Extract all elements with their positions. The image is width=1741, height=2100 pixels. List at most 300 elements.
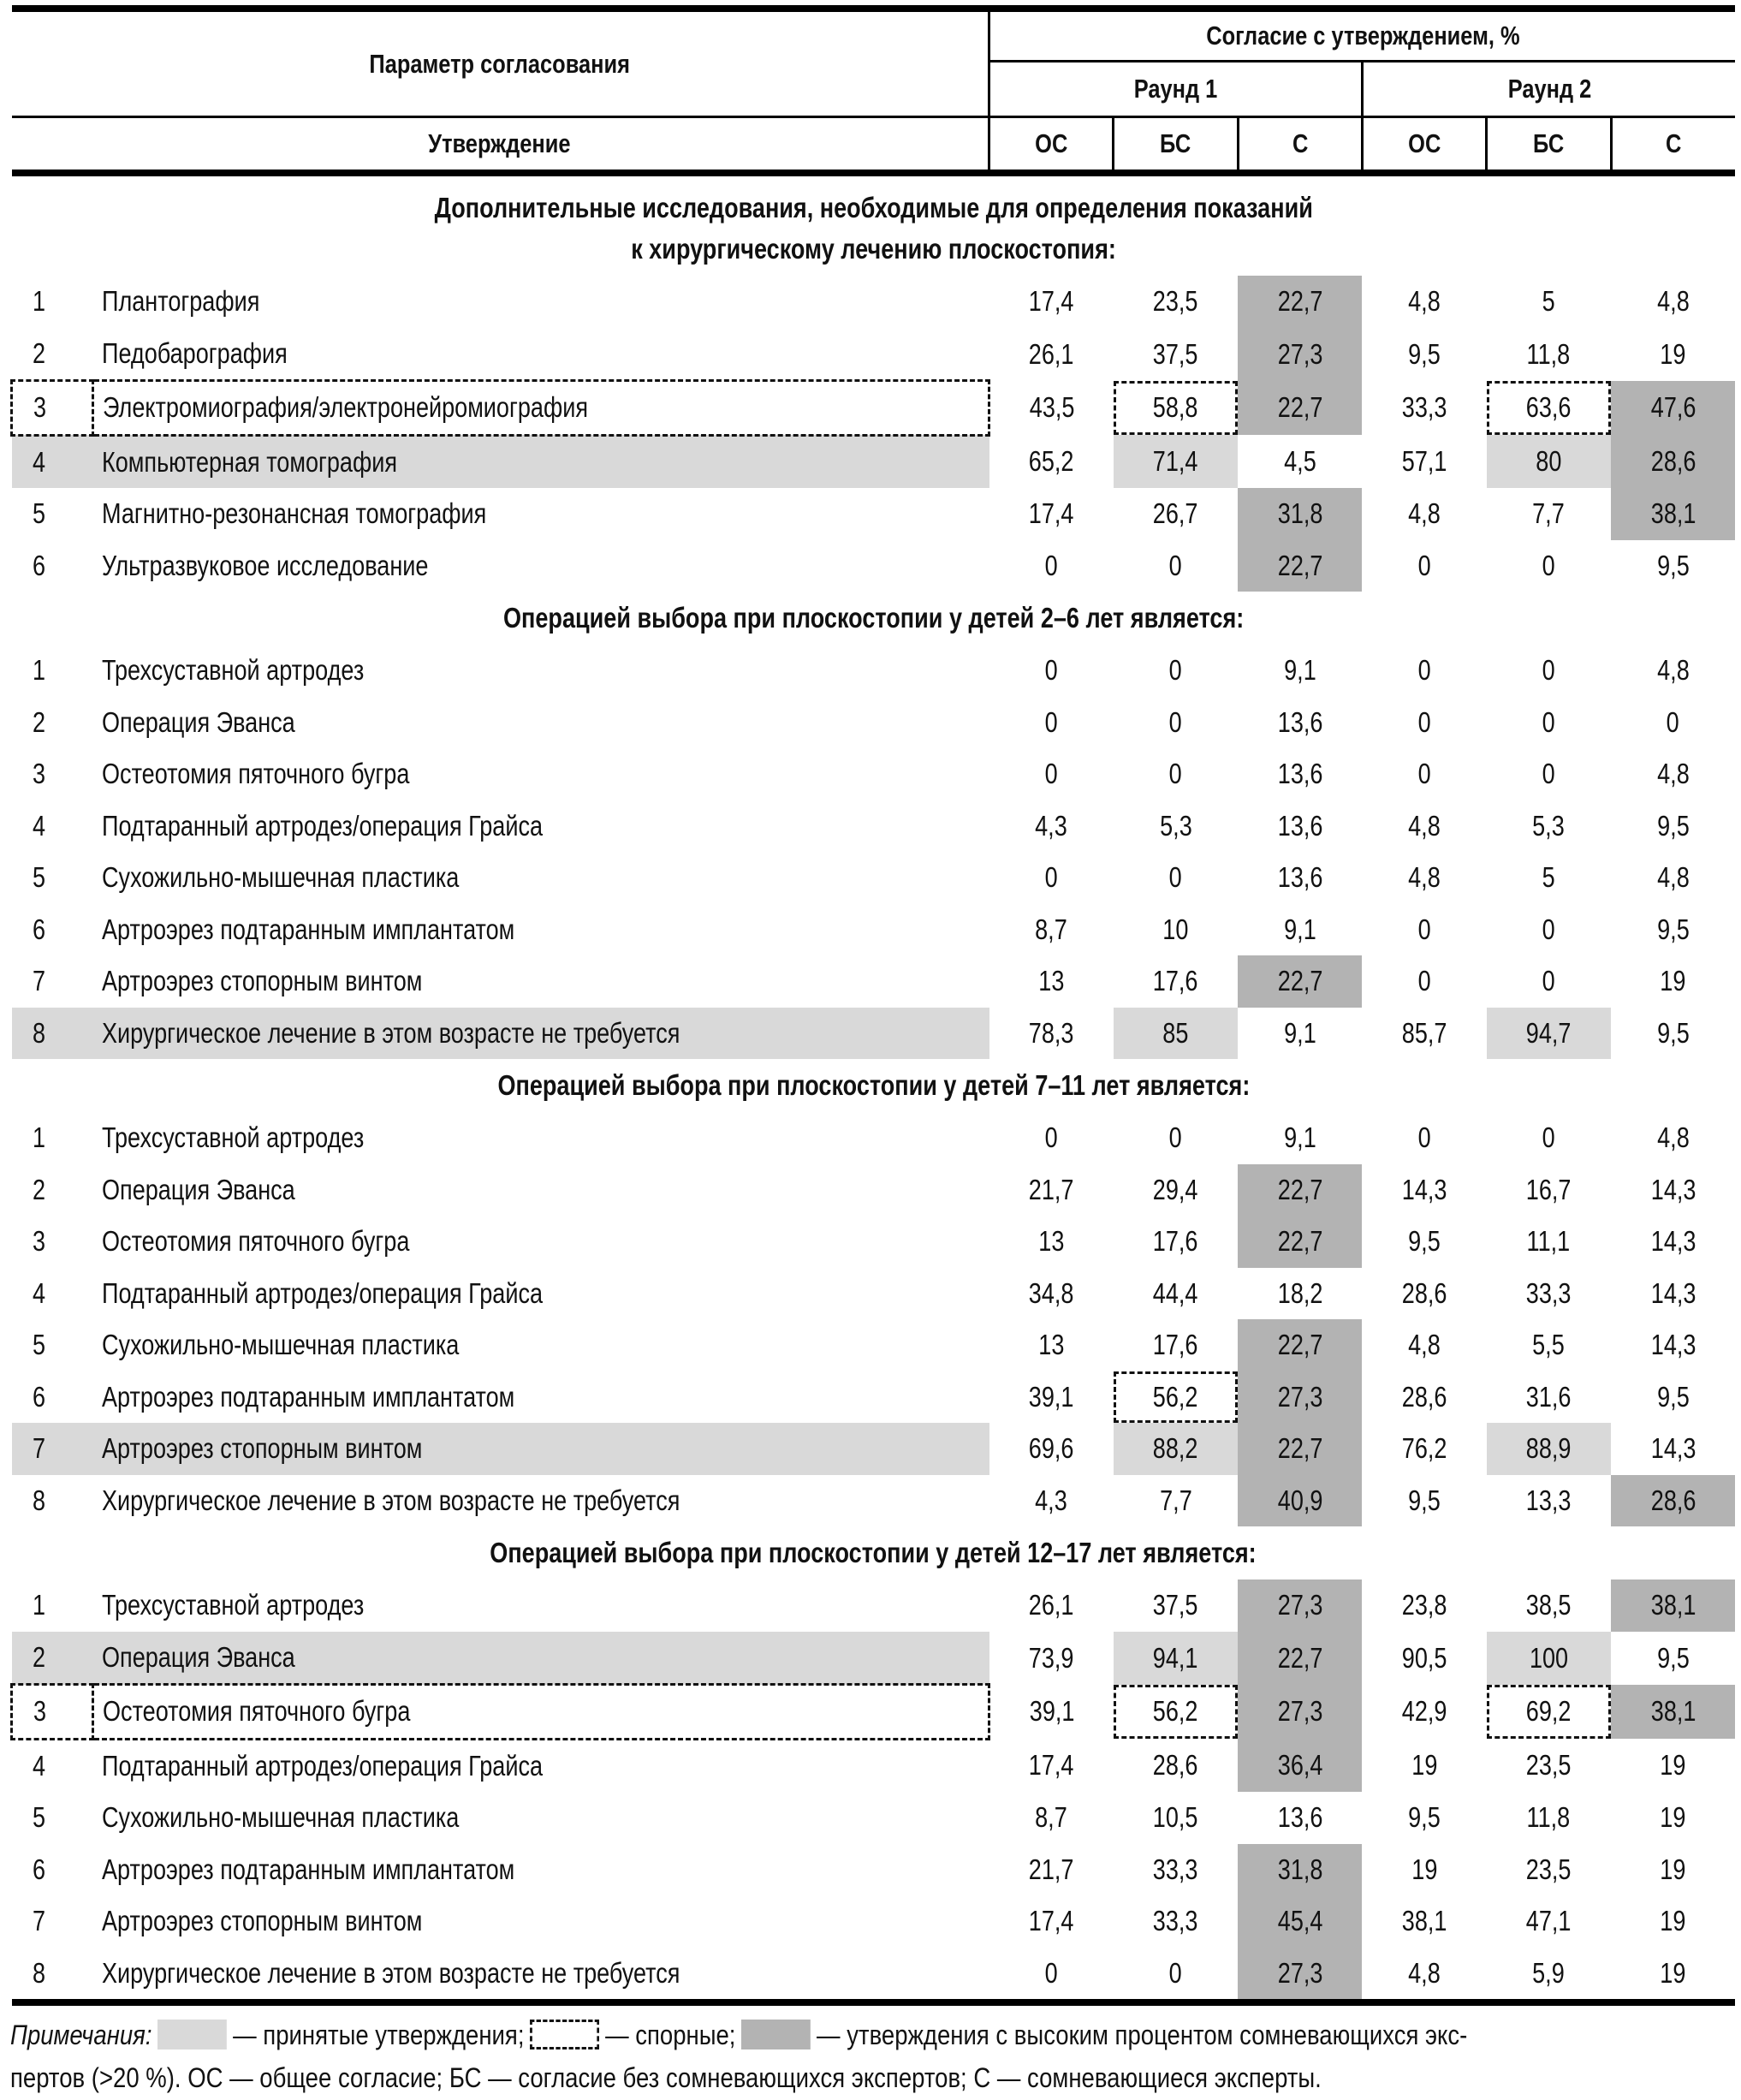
value-text: 7,7 — [1532, 497, 1566, 530]
value-cell-s-r1 — [1238, 1008, 1362, 1060]
value-cell-bs-r1 — [1114, 1475, 1238, 1527]
value-cell-bs-r1 — [1114, 645, 1238, 697]
value-text: 8,7 — [1035, 913, 1067, 945]
section-title-line: Операцией выбора при плоскостопии у детей 12–17 лет является: — [490, 1537, 1257, 1568]
value-cell-s-r2 — [1611, 1112, 1735, 1164]
value-text: 19 — [1660, 1853, 1686, 1885]
value-cell-os-r2 — [1362, 1685, 1486, 1740]
value-cell-bs-r1 — [1114, 488, 1238, 540]
section-header-row — [12, 1526, 1736, 1579]
value-text: 27,3 — [1277, 337, 1323, 370]
value-text: 0 — [1168, 1956, 1182, 1989]
value-cell-bs-r2 — [1487, 904, 1611, 956]
value-cell-bs-r1 — [1114, 904, 1238, 956]
value-text: 0 — [1542, 654, 1555, 687]
statement-cell — [93, 1579, 989, 1632]
value-cell-os-r2 — [1362, 955, 1486, 1008]
value-text: 0 — [1542, 913, 1555, 945]
statement-cell — [93, 1008, 989, 1060]
row-number — [12, 1164, 93, 1217]
value-cell-os-r1 — [989, 904, 1114, 956]
section-header-row — [12, 173, 1736, 276]
statement-text: Электромиография/электронейромиография — [103, 391, 588, 424]
statement-cell — [93, 1844, 989, 1896]
value-text: 39,1 — [1028, 1380, 1074, 1413]
value-cell-bs-r1 — [1114, 1685, 1238, 1740]
value-text: 28,6 — [1401, 1276, 1447, 1309]
value-text: 0 — [1417, 758, 1431, 790]
value-cell-s-r1 — [1238, 1579, 1362, 1632]
value-cell-s-r1 — [1238, 1319, 1362, 1371]
round-1-header: Раунд 1 — [989, 62, 1363, 117]
value-text: 19 — [1660, 965, 1686, 997]
value-text: 63,6 — [1526, 391, 1572, 424]
value-text: 4,8 — [1656, 654, 1690, 687]
value-cell-s-r2 — [1611, 435, 1735, 488]
statement-cell — [93, 276, 989, 328]
value-cell-bs-r2 — [1487, 748, 1611, 800]
value-cell-os-r2 — [1362, 381, 1486, 436]
value-text: 19 — [1660, 337, 1686, 370]
row-number-text: 4 — [32, 1276, 45, 1309]
value-cell-os-r1 — [989, 955, 1114, 1008]
row-number-text: 8 — [32, 1016, 45, 1049]
value-cell-bs-r1 — [1114, 1008, 1238, 1060]
value-text: 13,6 — [1277, 1801, 1323, 1834]
value-cell-bs-r2 — [1487, 1112, 1611, 1164]
value-text: 9,5 — [1656, 809, 1690, 842]
value-cell-bs-r1 — [1114, 1844, 1238, 1896]
value-text: 4,5 — [1283, 445, 1316, 477]
value-cell-bs-r1 — [1114, 1216, 1238, 1268]
value-cell-s-r1 — [1238, 1948, 1362, 2003]
value-cell-s-r1 — [1238, 1423, 1362, 1475]
statement-text: Артроэрез подтаранным имплантатом — [101, 1853, 514, 1885]
value-text: 9,1 — [1283, 1121, 1316, 1154]
row-number-text: 2 — [32, 336, 45, 369]
col-header-bs-r2: БС — [1487, 117, 1611, 174]
value-cell-os-r1 — [989, 488, 1114, 540]
table-row — [12, 800, 1736, 853]
statement-cell — [93, 381, 989, 436]
value-cell-s-r1 — [1238, 1844, 1362, 1896]
value-cell-os-r1 — [989, 276, 1114, 328]
col-header-s-r2: С — [1611, 117, 1735, 174]
col-header-os-r2: ОС — [1362, 117, 1486, 174]
row-number — [12, 904, 93, 956]
value-cell-bs-r1 — [1114, 697, 1238, 749]
value-text: 28,6 — [1401, 1380, 1447, 1413]
value-cell-os-r1 — [989, 1632, 1114, 1685]
statement-text: Трехсуставной артродез — [101, 654, 364, 687]
value-cell-os-r1 — [989, 1685, 1114, 1740]
value-text: 27,3 — [1277, 1695, 1323, 1728]
value-cell-bs-r2 — [1487, 1371, 1611, 1424]
value-text: 26,7 — [1153, 497, 1198, 530]
value-text: 33,3 — [1153, 1905, 1198, 1937]
value-text: 0 — [1168, 861, 1182, 894]
col-header-bs-r1: БС — [1114, 117, 1238, 174]
value-cell-os-r1 — [989, 1216, 1114, 1268]
value-text: 22,7 — [1277, 1225, 1323, 1258]
value-text: 14,3 — [1650, 1173, 1696, 1205]
value-text: 5 — [1542, 285, 1555, 318]
value-text: 22,7 — [1277, 965, 1323, 997]
value-cell-os-r1 — [989, 1164, 1114, 1217]
value-cell-bs-r2 — [1487, 1739, 1611, 1792]
value-text: 28,6 — [1153, 1749, 1198, 1781]
row-number — [12, 645, 93, 697]
table-row — [12, 1423, 1736, 1475]
statement-cell — [93, 1685, 989, 1740]
value-text: 34,8 — [1028, 1276, 1074, 1309]
table-row — [12, 381, 1736, 436]
value-text: 80 — [1536, 445, 1562, 477]
value-cell-s-r2 — [1611, 1739, 1735, 1792]
value-text: 0 — [1667, 705, 1680, 738]
value-cell-os-r2 — [1362, 1579, 1486, 1632]
value-text: 0 — [1044, 758, 1058, 790]
value-text: 88,2 — [1153, 1432, 1198, 1465]
accepted-legend-text: — принятые утверждения; — [233, 2020, 525, 2050]
value-cell-s-r2 — [1611, 1008, 1735, 1060]
row-number-text: 3 — [33, 391, 47, 424]
value-cell-os-r2 — [1362, 540, 1486, 592]
value-text: 13,6 — [1277, 705, 1323, 738]
value-text: 69,2 — [1526, 1695, 1572, 1728]
value-cell-os-r1 — [989, 1844, 1114, 1896]
row-number-text: 3 — [32, 1225, 45, 1258]
value-text: 13 — [1038, 1329, 1065, 1361]
value-text: 27,3 — [1277, 1589, 1323, 1621]
statement-text: Артроэрез подтаранным имплантатом — [101, 913, 514, 945]
value-text: 22,7 — [1277, 285, 1323, 318]
table-row — [12, 435, 1736, 488]
value-cell-bs-r2 — [1487, 1685, 1611, 1740]
value-cell-s-r1 — [1238, 1371, 1362, 1424]
value-text: 0 — [1542, 758, 1555, 790]
value-text: 4,8 — [1408, 809, 1441, 842]
value-cell-s-r2 — [1611, 1844, 1735, 1896]
value-cell-bs-r1 — [1114, 1423, 1238, 1475]
high-doubt-swatch — [741, 2020, 811, 2049]
accepted-swatch — [157, 2020, 227, 2049]
row-number-text: 3 — [32, 758, 45, 790]
value-cell-s-r2 — [1611, 1632, 1735, 1685]
value-cell-bs-r1 — [1114, 1579, 1238, 1632]
statement-cell — [93, 800, 989, 853]
statement-text: Компьютерная томография — [101, 445, 397, 478]
value-cell-s-r2 — [1611, 1685, 1735, 1740]
value-text: 28,6 — [1650, 445, 1696, 477]
value-text: 0 — [1542, 705, 1555, 738]
row-number — [12, 1008, 93, 1060]
value-cell-bs-r2 — [1487, 328, 1611, 381]
value-text: 0 — [1044, 549, 1058, 581]
section-title — [12, 592, 1736, 645]
value-text: 4,8 — [1408, 497, 1441, 530]
value-cell-os-r1 — [989, 540, 1114, 592]
statement-cell — [93, 852, 989, 904]
value-text: 26,1 — [1028, 1589, 1074, 1621]
value-cell-s-r2 — [1611, 1268, 1735, 1320]
value-text: 0 — [1044, 654, 1058, 687]
value-cell-os-r2 — [1362, 1475, 1486, 1527]
value-cell-bs-r2 — [1487, 645, 1611, 697]
value-cell-os-r2 — [1362, 1216, 1486, 1268]
row-number-text: 6 — [32, 1380, 45, 1413]
value-text: 43,5 — [1029, 391, 1075, 424]
row-number-text: 4 — [32, 445, 45, 478]
value-text: 14,3 — [1650, 1225, 1696, 1258]
value-cell-bs-r2 — [1487, 852, 1611, 904]
value-text: 16,7 — [1526, 1173, 1572, 1205]
value-cell-s-r1 — [1238, 540, 1362, 592]
value-text: 33,3 — [1153, 1853, 1198, 1885]
value-cell-os-r2 — [1362, 1008, 1486, 1060]
row-number — [12, 1948, 93, 2003]
value-cell-s-r1 — [1238, 955, 1362, 1008]
value-text: 19 — [1660, 1801, 1686, 1834]
value-cell-s-r1 — [1238, 1164, 1362, 1217]
statement-cell — [93, 1164, 989, 1217]
col-header-s-r1: С — [1238, 117, 1362, 174]
value-cell-os-r1 — [989, 1319, 1114, 1371]
value-cell-os-r2 — [1362, 800, 1486, 853]
value-text: 0 — [1417, 549, 1431, 581]
statement-text: Артроэрез стопорным винтом — [101, 965, 422, 997]
value-cell-bs-r2 — [1487, 1895, 1611, 1948]
value-cell-os-r2 — [1362, 328, 1486, 381]
statement-text: Подтаранный артродез/операция Грайса — [101, 1276, 543, 1309]
row-number — [12, 276, 93, 328]
value-text: 22,7 — [1277, 1173, 1323, 1205]
value-cell-os-r1 — [989, 800, 1114, 853]
value-text: 0 — [1542, 1121, 1555, 1154]
value-text: 31,6 — [1526, 1380, 1572, 1413]
value-cell-s-r2 — [1611, 1475, 1735, 1527]
value-cell-bs-r1 — [1114, 1895, 1238, 1948]
statement-cell — [93, 1216, 989, 1268]
table-row — [12, 1475, 1736, 1527]
value-cell-bs-r2 — [1487, 1268, 1611, 1320]
value-cell-os-r2 — [1362, 1112, 1486, 1164]
value-cell-s-r1 — [1238, 381, 1362, 436]
value-text: 11,1 — [1527, 1225, 1571, 1258]
value-text: 33,3 — [1401, 391, 1447, 424]
disputed-swatch — [530, 2020, 599, 2049]
value-cell-os-r2 — [1362, 1632, 1486, 1685]
value-text: 85,7 — [1401, 1016, 1447, 1049]
value-cell-bs-r1 — [1114, 1319, 1238, 1371]
row-number — [12, 1844, 93, 1896]
value-text: 17,6 — [1153, 1329, 1198, 1361]
round-2-header: Раунд 2 — [1362, 62, 1735, 117]
value-cell-os-r1 — [989, 1739, 1114, 1792]
row-number — [12, 955, 93, 1008]
statement-cell — [93, 1319, 989, 1371]
table-row — [12, 1579, 1736, 1632]
value-text: 29,4 — [1153, 1173, 1198, 1205]
section-title — [12, 1059, 1736, 1112]
value-cell-s-r2 — [1611, 1948, 1735, 2003]
row-number-text: 2 — [32, 1640, 45, 1673]
value-text: 4,8 — [1656, 758, 1690, 790]
value-text: 9,1 — [1283, 1016, 1316, 1049]
value-cell-bs-r1 — [1114, 748, 1238, 800]
value-text: 9,5 — [1408, 1484, 1441, 1516]
row-number-text: 6 — [32, 1853, 45, 1885]
row-number-text: 4 — [32, 1749, 45, 1782]
value-text: 21,7 — [1028, 1173, 1074, 1205]
table-row — [12, 955, 1736, 1008]
section-title-line: Дополнительные исследования, необходимые для определения показаний — [434, 192, 1313, 223]
value-text: 0 — [1168, 705, 1182, 738]
value-cell-os-r1 — [989, 1371, 1114, 1424]
row-number-text: 1 — [32, 285, 45, 318]
value-text: 38,1 — [1650, 1589, 1696, 1621]
statement-cell — [93, 1895, 989, 1948]
value-text: 39,1 — [1029, 1695, 1075, 1728]
value-text: 47,6 — [1650, 391, 1696, 424]
row-number-text: 1 — [32, 1589, 45, 1621]
statement-text: Плантография — [101, 285, 259, 318]
value-cell-s-r1 — [1238, 276, 1362, 328]
row-number-text: 2 — [32, 1173, 45, 1205]
value-cell-os-r2 — [1362, 1423, 1486, 1475]
value-text: 10 — [1162, 913, 1189, 945]
statement-cell — [93, 1739, 989, 1792]
value-text: 5,3 — [1159, 809, 1192, 842]
value-cell-s-r2 — [1611, 1579, 1735, 1632]
statement-text: Операция Эванса — [101, 1640, 295, 1673]
value-cell-s-r1 — [1238, 1739, 1362, 1792]
table-header — [12, 9, 1736, 173]
row-number — [12, 1268, 93, 1320]
value-cell-s-r2 — [1611, 1319, 1735, 1371]
value-cell-bs-r1 — [1114, 1792, 1238, 1844]
value-text: 14,3 — [1650, 1329, 1696, 1361]
value-cell-bs-r1 — [1114, 1371, 1238, 1424]
value-text: 4,8 — [1408, 1956, 1441, 1989]
value-text: 17,4 — [1028, 285, 1074, 318]
value-text: 4,3 — [1035, 809, 1067, 842]
value-text: 0 — [1417, 705, 1431, 738]
row-number-text: 8 — [32, 1956, 45, 1989]
value-cell-os-r1 — [989, 1423, 1114, 1475]
value-text: 37,5 — [1153, 337, 1198, 370]
value-text: 4,8 — [1656, 861, 1690, 894]
value-cell-bs-r1 — [1114, 435, 1238, 488]
value-cell-bs-r2 — [1487, 1844, 1611, 1896]
value-cell-bs-r1 — [1114, 1632, 1238, 1685]
value-text: 0 — [1417, 913, 1431, 945]
value-cell-bs-r1 — [1114, 852, 1238, 904]
value-text: 9,1 — [1283, 913, 1316, 945]
value-cell-s-r2 — [1611, 697, 1735, 749]
row-number-text: 5 — [32, 1329, 45, 1361]
value-text: 17,6 — [1153, 1225, 1198, 1258]
value-cell-bs-r2 — [1487, 1423, 1611, 1475]
statement-cell — [93, 904, 989, 956]
row-number-text: 5 — [32, 861, 45, 894]
row-number — [12, 1579, 93, 1632]
row-number-text: 1 — [32, 1121, 45, 1154]
value-text: 0 — [1168, 758, 1182, 790]
value-text: 13,3 — [1526, 1484, 1572, 1516]
value-cell-s-r1 — [1238, 1685, 1362, 1740]
value-cell-os-r1 — [989, 1268, 1114, 1320]
value-text: 38,1 — [1401, 1905, 1447, 1937]
notes-label: Примечания: — [10, 2020, 152, 2050]
value-cell-s-r2 — [1611, 1895, 1735, 1948]
value-cell-s-r1 — [1238, 1632, 1362, 1685]
statement-cell — [93, 488, 989, 540]
value-cell-s-r1 — [1238, 904, 1362, 956]
value-text: 9,5 — [1656, 1016, 1690, 1049]
value-text: 90,5 — [1401, 1641, 1447, 1674]
value-text: 23,5 — [1526, 1853, 1572, 1885]
value-text: 94,7 — [1526, 1016, 1572, 1049]
value-text: 40,9 — [1277, 1484, 1323, 1516]
value-text: 23,5 — [1153, 285, 1198, 318]
value-cell-os-r2 — [1362, 645, 1486, 697]
statement-cell — [93, 1268, 989, 1320]
value-cell-bs-r1 — [1114, 955, 1238, 1008]
row-number — [12, 488, 93, 540]
value-text: 19 — [1660, 1905, 1686, 1937]
value-cell-s-r2 — [1611, 540, 1735, 592]
value-text: 78,3 — [1028, 1016, 1074, 1049]
value-text: 76,2 — [1401, 1432, 1447, 1465]
value-cell-s-r1 — [1238, 697, 1362, 749]
section-header-row — [12, 592, 1736, 645]
row-number-text: 1 — [32, 654, 45, 687]
statement-cell — [93, 1948, 989, 2003]
value-cell-s-r2 — [1611, 1423, 1735, 1475]
row-number-text: 5 — [32, 1801, 45, 1834]
value-text: 71,4 — [1153, 445, 1198, 477]
value-cell-bs-r2 — [1487, 1319, 1611, 1371]
value-text: 19 — [1660, 1956, 1686, 1989]
value-cell-s-r2 — [1611, 276, 1735, 328]
value-text: 38,5 — [1526, 1589, 1572, 1621]
value-text: 26,1 — [1028, 337, 1074, 370]
row-number — [12, 328, 93, 381]
value-text: 8,7 — [1035, 1801, 1067, 1834]
table-row — [12, 1008, 1736, 1060]
value-cell-s-r1 — [1238, 1475, 1362, 1527]
value-text: 73,9 — [1028, 1641, 1074, 1674]
statement-text: Сухожильно-мышечная пластика — [101, 1329, 459, 1361]
value-cell-bs-r2 — [1487, 955, 1611, 1008]
value-cell-s-r2 — [1611, 1792, 1735, 1844]
value-text: 0 — [1417, 965, 1431, 997]
agreement-header: Согласие с утверждением, % — [989, 9, 1736, 62]
value-text: 56,2 — [1153, 1380, 1198, 1413]
value-text: 22,7 — [1277, 1329, 1323, 1361]
statement-cell — [93, 1423, 989, 1475]
table-row — [12, 540, 1736, 592]
section-title — [12, 173, 1736, 276]
value-text: 4,8 — [1656, 285, 1690, 318]
table-row — [12, 1792, 1736, 1844]
statement-cell — [93, 435, 989, 488]
row-number — [12, 1792, 93, 1844]
statement-text: Артроэрез стопорным винтом — [101, 1905, 422, 1937]
value-cell-s-r2 — [1611, 328, 1735, 381]
value-cell-bs-r1 — [1114, 1268, 1238, 1320]
